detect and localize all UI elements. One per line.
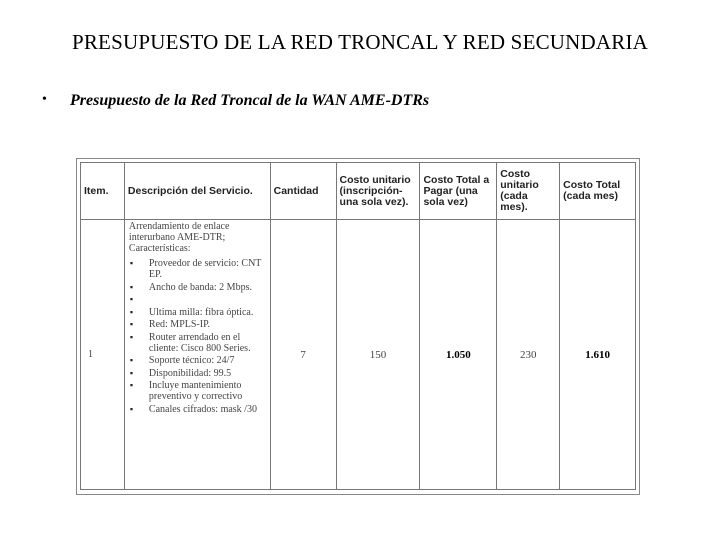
list-item: ▪ Disponibilidad: 99.5 <box>149 368 266 379</box>
list-item: ▪ Ancho de banda: 2 Mbps. <box>149 282 266 293</box>
cell-item: 1 <box>81 220 125 490</box>
list-item: ▪ Canales cifrados: mask /30 <box>149 404 266 415</box>
header-item: Item. <box>81 163 125 220</box>
list-item: ▪ Router arrendado en el cliente: Cisco 800 Series. <box>149 332 266 354</box>
cell-costo-unitario-inscripcion: 150 <box>336 220 420 490</box>
page-title: PRESUPUESTO DE LA RED TRONCAL Y RED SECUNDARIA <box>71 30 649 54</box>
cell-costo-unitario-mes: 230 <box>497 220 560 490</box>
header-costo-total-pagar: Costo Total a Pagar (una sola vez) <box>420 163 497 220</box>
cell-costo-total-pagar: 1.050 <box>420 220 497 490</box>
cell-costo-total-mes: 1.610 <box>560 220 636 490</box>
list-item: ▪ Red: MPLS-IP. <box>149 319 266 330</box>
cell-descripcion <box>124 220 270 490</box>
header-costo-unitario-inscripcion: Costo unitario (inscripción-una sola vez). <box>336 163 420 220</box>
header-costo-total-mes: Costo Total (cada mes) <box>560 163 636 220</box>
header-cantidad: Cantidad <box>270 163 336 220</box>
header-costo-unitario-mes: Costo unitario (cada mes). <box>497 163 560 220</box>
table-header-row <box>81 163 636 220</box>
cell-cantidad: 7 <box>270 220 336 490</box>
budget-table <box>80 162 636 490</box>
bullet-text: Presupuesto de la Red Troncal de la WAN AME-DTRs <box>70 92 430 109</box>
list-item: ▪ Proveedor de servicio: CNT EP. <box>149 258 266 280</box>
budget-table-frame <box>76 158 640 495</box>
table-row <box>81 220 636 490</box>
list-item: ▪ Incluye mantenimiento preventivo y correctivo <box>149 380 266 402</box>
header-descripcion: Descripción del Servicio. <box>124 163 270 220</box>
caracteristicas-list <box>129 258 266 415</box>
list-item: ▪ Soporte técnico: 24/7 <box>149 355 266 366</box>
list-item: ▪ Ultima milla: fibra óptica. <box>149 307 266 318</box>
descripcion-titulo: Arrendamiento de enlace interurbano AME-DTR; Características: <box>128 221 230 254</box>
bullet-marker: • <box>42 92 47 107</box>
list-item <box>149 294 266 305</box>
